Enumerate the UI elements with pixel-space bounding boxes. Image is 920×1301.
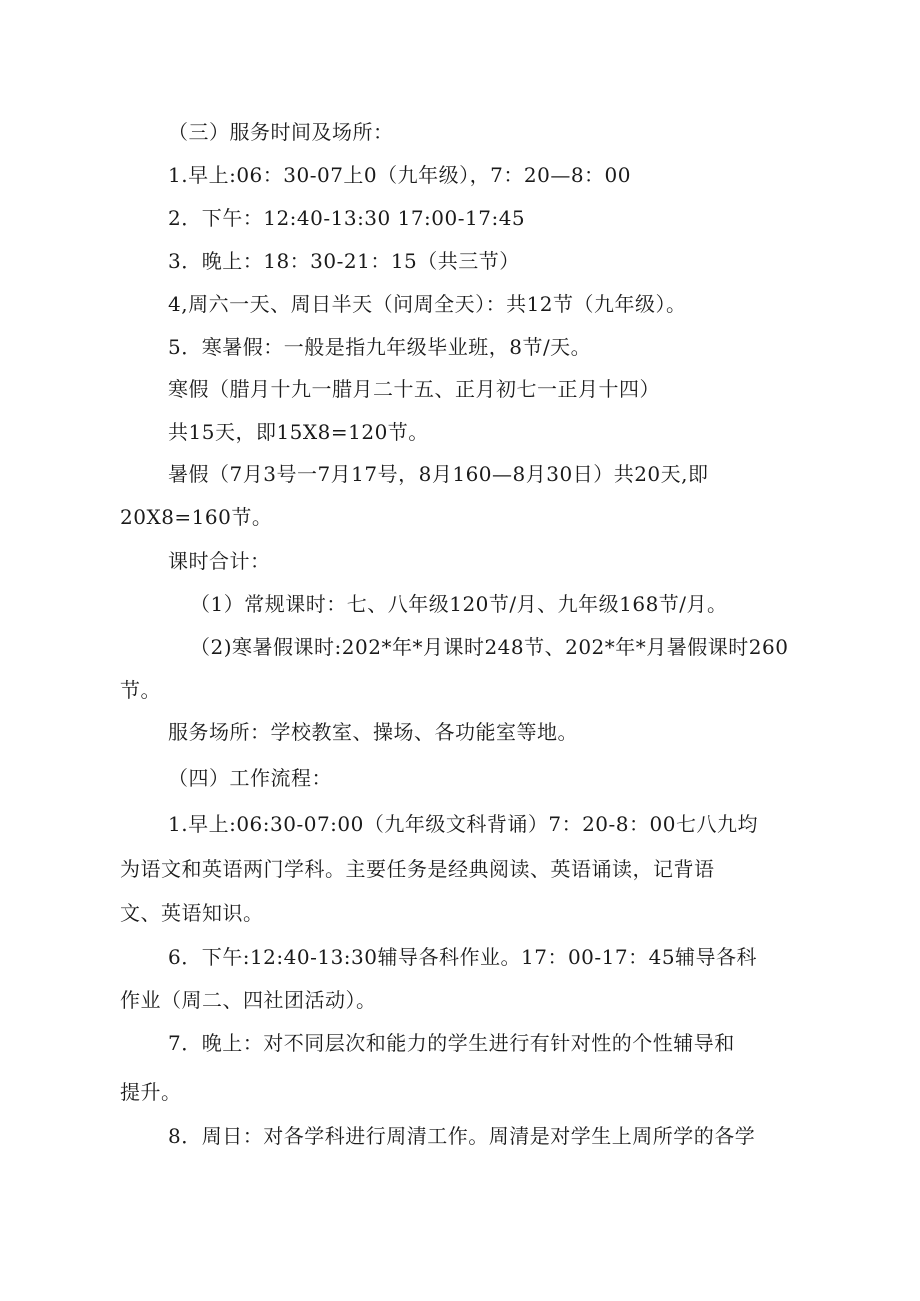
morning-schedule-line: 1.早上:06：30-07上0（九年级），7：20—8：00 (168, 163, 631, 187)
weekend-schedule-line: 4,周六一天、周日半天（问周全天）：共12节（九年级）。 (168, 292, 687, 316)
vacation-schedule-line: 5．寒暑假：一般是指九年级毕业班，8节/天。 (168, 335, 592, 359)
class-hours-total-heading: 课时合计： (168, 549, 271, 573)
vacation-class-hours-line: （2)寒暑假课时:202*年*月课时248节、202*年*月暑假课时260 (190, 635, 789, 659)
evening-schedule-line: 3．晚上：18：30-21：15（共三节） (168, 249, 520, 273)
workflow-afternoon-cont: 作业（周二、四社团活动）。 (120, 988, 377, 1012)
workflow-evening-line: 7．晚上：对不同层次和能力的学生进行有针对性的个性辅导和 (168, 1031, 735, 1055)
regular-class-hours-line: （1）常规课时：七、八年级120节/月、九年级168节/月。 (190, 592, 728, 616)
afternoon-schedule-line: 2．下午：12:40-13:30 17:00-17:45 (168, 206, 526, 230)
winter-break-total-line: 共15天，即15X8=120节。 (168, 420, 429, 444)
workflow-morning-line: 1.早上:06:30-07:00（九年级文科背诵）7：20-8：00七八九均 (168, 812, 758, 836)
workflow-afternoon-line: 6．下午:12:40-13:30辅导各科作业。17：00-17：45辅导各科 (168, 945, 758, 969)
workflow-morning-cont-2: 文、英语知识。 (120, 901, 264, 925)
summer-break-dates-line: 暑假（7月3号一7月17号，8月160—8月30日）共20天,即 (168, 462, 709, 486)
workflow-morning-cont-1: 为语文和英语两门学科。主要任务是经典阅读、英语诵读，记背语 (120, 857, 715, 881)
summer-break-total-line: 20X8=160节。 (120, 505, 273, 529)
winter-break-dates-line: 寒假（腊月十九一腊月二十五、正月初七一正月十四） (168, 377, 660, 401)
workflow-sunday-line: 8．周日：对各学科进行周清工作。周清是对学生上周所学的各学 (168, 1124, 756, 1148)
vacation-class-hours-cont: 节。 (120, 678, 161, 702)
service-location-line: 服务场所：学校教室、操场、各功能室等地。 (168, 720, 578, 744)
section-heading-workflow: （四）工作流程： (168, 766, 332, 790)
section-heading-service-time: （三）服务时间及场所： (168, 120, 394, 144)
workflow-evening-cont: 提升。 (120, 1080, 182, 1104)
